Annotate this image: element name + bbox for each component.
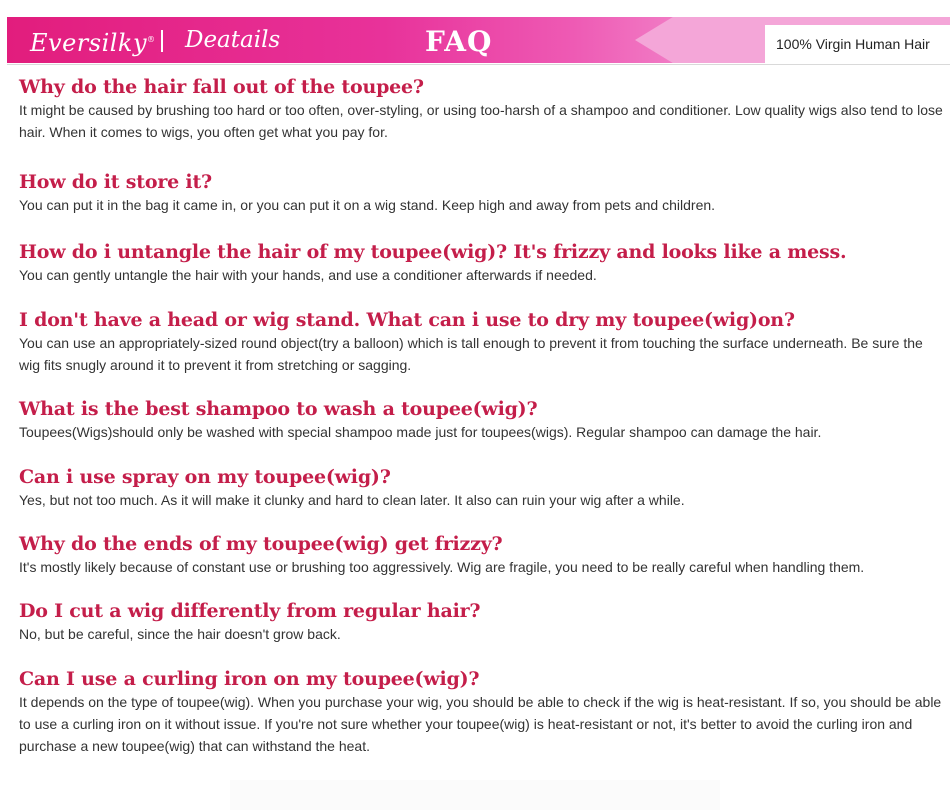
faq-item	[19, 599, 944, 645]
brand-mark: ®	[147, 35, 156, 44]
faq-question: Do I cut a wig differently from regular hair?	[19, 600, 481, 622]
faq-answer: Toupees(Wigs)should only be washed with special shampoo made just for toupees(wigs). Regular shampoo can damage the hair.	[19, 424, 822, 440]
faq-item	[19, 465, 944, 511]
faq-question: How do i untangle the hair of my toupee(wig)? It's frizzy and looks like a mess.	[19, 241, 847, 263]
faq-answer: You can gently untangle the hair with your hands, and use a conditioner afterwards if needed.	[19, 267, 597, 283]
faq-item	[19, 308, 944, 376]
faq-answer: It might be caused by brushing too hard or too often, over-styling, or using too-harsh of a shampoo and conditioner. Low quality wigs also tend to lose hair. When it comes to wigs, you often get what you pay for.	[19, 102, 943, 140]
brand-name: Eversilky	[30, 29, 148, 57]
header-rule	[7, 64, 950, 65]
footer-shade	[230, 780, 720, 810]
faq-answer: It depends on the type of toupee(wig). When you purchase your wig, you should be able to check if the wig is heat-resistant. If so, you should be able to use a curling iron on it without issue. If you're not sure whether your toupee(wig) is heat-resistant or not, it's better to avoid the curling iron and purchase a new toupee(wig) that can withstand the heat.	[19, 694, 942, 754]
faq-answer: No, but be careful, since the hair doesn't grow back.	[19, 626, 341, 642]
faq-question: I don't have a head or wig stand. What can i use to dry my toupee(wig)on?	[19, 309, 795, 331]
faq-answer: You can put it in the bag it came in, or you can put it on a wig stand. Keep high and away from pets and children.	[19, 197, 716, 213]
faq-answer: It's mostly likely because of constant use or brushing too aggressively. Wig are fragile, you need to be really careful when handling them.	[19, 559, 865, 575]
faq-question: Why do the hair fall out of the toupee?	[19, 76, 424, 98]
faq-answer: You can use an appropriately-sized round object(try a balloon) which is tall enough to prevent it from touching the surface underneath. Be sure the wig fits snugly around it to prevent it from stretching or sagging.	[19, 335, 923, 373]
faq-question: Why do the ends of my toupee(wig) get frizzy?	[19, 533, 503, 555]
brand-logo	[30, 20, 156, 60]
faq-item	[19, 170, 944, 216]
page-title: FAQ	[425, 25, 493, 58]
section-label: Deatails	[185, 27, 281, 53]
faq-question: Can I use a curling iron on my toupee(wig)?	[19, 668, 480, 690]
faq-question: Can i use spray on my toupee(wig)?	[19, 466, 391, 488]
header-divider	[161, 30, 163, 52]
faq-item	[19, 397, 944, 443]
faq-item	[19, 240, 944, 286]
faq-item	[19, 75, 944, 143]
faq-answer: Yes, but not too much. As it will make it clunky and hard to clean later. It also can ruin your wig after a while.	[19, 492, 685, 508]
faq-question: What is the best shampoo to wash a toupee(wig)?	[19, 398, 538, 420]
faq-question: How do it store it?	[19, 171, 212, 193]
faq-item	[19, 532, 944, 578]
faq-item	[19, 667, 944, 757]
tagline: 100% Virgin Human Hair	[776, 36, 930, 52]
